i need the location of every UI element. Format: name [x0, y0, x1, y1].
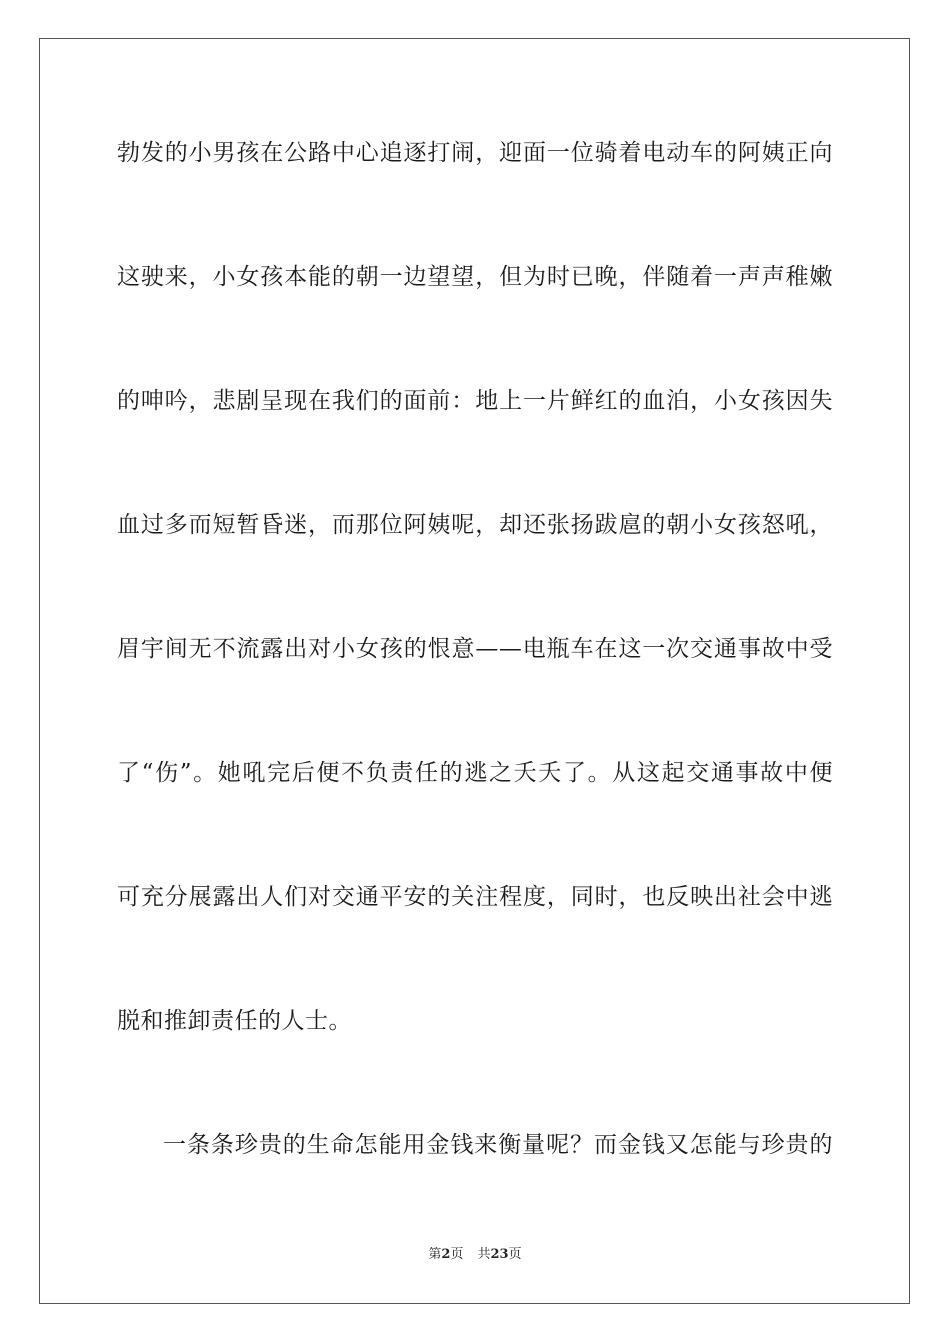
- body-text-line-1: 勃发的小男孩在公路中心追逐打闹，迎面一位骑着电动车的阿姨正向: [117, 140, 833, 166]
- body-text-line-2: 这驶来，小女孩本能的朝一边望望，但为时已晚，伴随着一声声稚嫩: [117, 264, 833, 290]
- total-pages: 23: [490, 1247, 509, 1262]
- body-text-line-6: 了“伤”。她吼完后便不负责任的逃之夭夭了。从这起交通事故中便: [117, 760, 833, 786]
- page-prefix: 第: [428, 1247, 442, 1262]
- page-footer: [0, 1246, 950, 1264]
- body-text-line-8: 脱和推卸责任的人士。: [117, 1008, 352, 1034]
- body-text-line-9: 一条条珍贵的生命怎能用金钱来衡量呢？而金钱又怎能与珍贵的: [163, 1132, 833, 1158]
- body-text-line-7: 可充分展露出人们对交通平安的关注程度，同时，也反映出社会中逃: [117, 884, 833, 910]
- total-prefix: 共: [477, 1247, 491, 1262]
- page-border: [39, 38, 910, 1304]
- total-suffix: 页: [508, 1247, 522, 1262]
- page-suffix: 页: [450, 1247, 464, 1262]
- page-number: 2: [441, 1247, 451, 1262]
- body-text-line-5: 眉宇间无不流露出对小女孩的恨意——电瓶车在这一次交通事故中受: [117, 636, 833, 662]
- body-text-line-4: 血过多而短暂昏迷，而那位阿姨呢，却还张扬跋扈的朝小女孩怒吼，: [117, 512, 833, 538]
- body-text-line-3: 的呻吟，悲剧呈现在我们的面前：地上一片鲜红的血泊，小女孩因失: [117, 388, 833, 414]
